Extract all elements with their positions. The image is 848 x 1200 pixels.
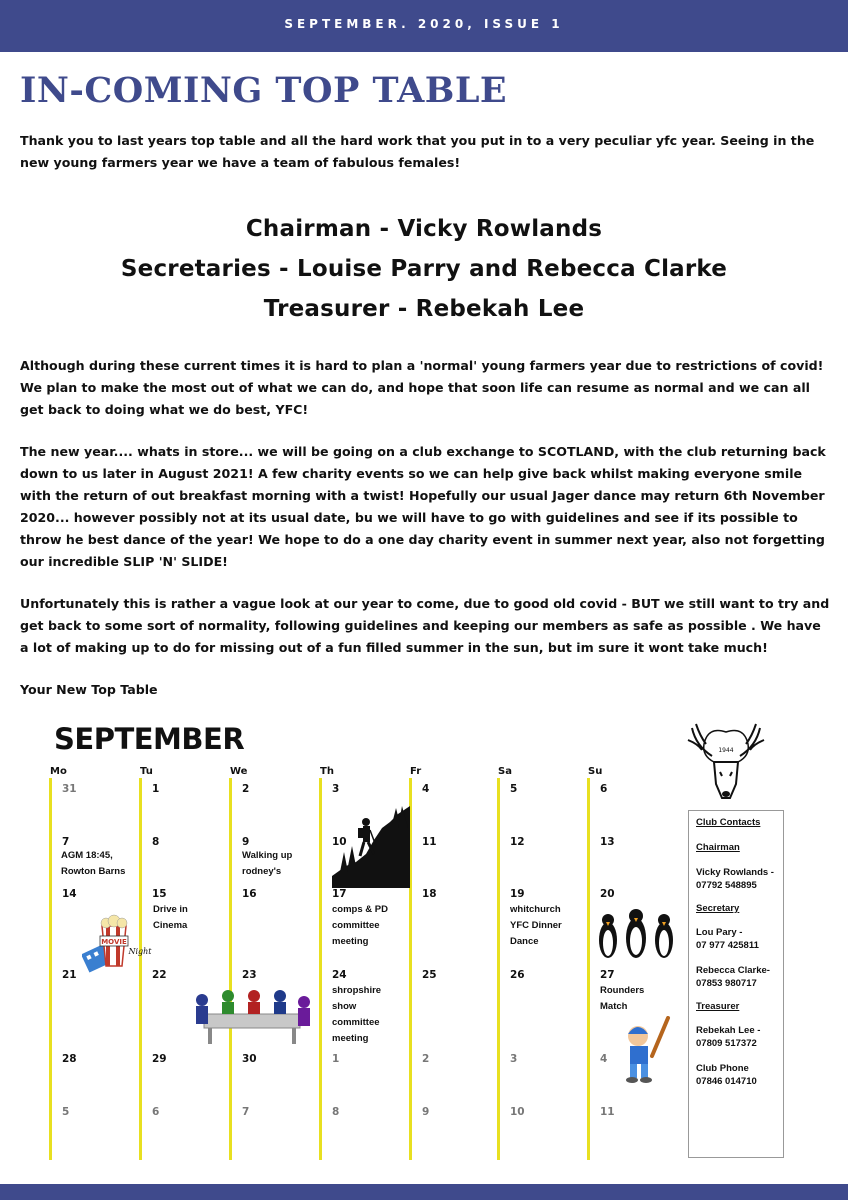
- issue-label: SEPTEMBER. 2020, ISSUE 1: [284, 17, 564, 31]
- event-show-meeting: shropshire show committee meeting: [332, 985, 382, 1044]
- calendar-column-line: [319, 778, 322, 1160]
- calendar-day-number: 1: [152, 783, 160, 795]
- day-of-week-label: Tu: [140, 766, 153, 777]
- calendar-day-number: 24: [332, 969, 347, 981]
- contacts-chairman-label: Chairman: [696, 842, 740, 853]
- stag-crest-image: [686, 722, 766, 804]
- calendar-day-number: 10: [332, 836, 347, 848]
- calendar-month-title: SEPTEMBER: [54, 722, 245, 756]
- contacts-secretary-label: Secretary: [696, 903, 740, 914]
- contacts-secretary-2: Rebecca Clarke- 07853 980717: [696, 965, 770, 989]
- calendar-day-number: 27: [600, 969, 615, 981]
- contacts-heading: Club Contacts: [696, 817, 761, 828]
- calendar-day-number: 16: [242, 888, 257, 900]
- intro-paragraph: Thank you to last years top table and all the hard work that you put in to a very peculiar yfc year. Seeing in the new young farmers year we have a team of fabulous females!: [20, 133, 815, 170]
- top-banner: [0, 0, 848, 52]
- calendar-day-number: 4: [422, 783, 430, 795]
- bottom-banner: [0, 1184, 848, 1200]
- calendar-column-line: [229, 778, 232, 1160]
- signoff: Your New Top Table: [20, 682, 158, 697]
- calendar-day-number: 8: [332, 1106, 340, 1118]
- day-of-week-label: Fr: [410, 766, 422, 777]
- calendar-day-number: 12: [510, 836, 525, 848]
- calendar-day-number: 29: [152, 1053, 167, 1065]
- calendar-day-number: 8: [152, 836, 160, 848]
- calendar-day-number: 1: [332, 1053, 340, 1065]
- meeting-table-image: [180, 986, 320, 1048]
- day-of-week-label: Mo: [50, 766, 67, 777]
- paragraph-covid: Although during these current times it is hard to plan a 'normal' young farmers year due to restrictions of covid! We plan to make the most out of what we can do, and hope that soon life can resume as normal and we can all get back to doing what we do best, YFC!: [20, 358, 824, 417]
- calendar-day-number: 17: [332, 888, 347, 900]
- calendar-day-number: 3: [510, 1053, 518, 1065]
- calendar-column-line: [587, 778, 590, 1160]
- calendar-day-number: 3: [332, 783, 340, 795]
- calendar-day-number: 21: [62, 969, 77, 981]
- calendar-day-number: 11: [600, 1106, 615, 1118]
- page-title: IN-COMING TOP TABLE: [20, 70, 508, 111]
- officer-chairman: Chairman - Vicky Rowlands: [245, 216, 603, 242]
- calendar-day-number: 4: [600, 1053, 608, 1065]
- calendar-day-number: 7: [62, 836, 70, 848]
- calendar-day-number: 19: [510, 888, 525, 900]
- night-sign-text: Night: [128, 947, 152, 956]
- calendar-day-number: 31: [62, 783, 77, 795]
- day-of-week-label: Su: [588, 766, 603, 777]
- calendar-day-number: 5: [510, 783, 518, 795]
- contacts-club-phone: Club Phone 07846 014710: [696, 1063, 757, 1087]
- calendar-day-number: 6: [152, 1106, 160, 1118]
- contacts-treasurer-label: Treasurer: [696, 1001, 740, 1012]
- calendar-day-number: 2: [242, 783, 250, 795]
- calendar-day-number: 11: [422, 836, 437, 848]
- calendar-day-number: 30: [242, 1053, 257, 1065]
- movie-sign-text: MOVIE: [101, 938, 127, 946]
- paragraph-new-year: The new year.... whats in store... we will be going on a club exchange to SCOTLAND, with the club returning back down to us later in August 2021! A few charity events so we can help give back whilst making everyone smile with the return of out breakfast morning with a twist! Hopefully our usual Jager dance may return 6th November 2020... however possibly not at its usual date, bu we will have to go with guidelines and see if its possible to throw he best dance of the year! We hope to do a one day charity event in summer next year, also not forgetting our incredible SLIP 'N' SLIDE!: [20, 444, 826, 569]
- day-of-week-label: Th: [320, 766, 334, 777]
- calendar-day-number: 2: [422, 1053, 430, 1065]
- penguins-image: [594, 906, 678, 962]
- event-comps-meeting: comps & PD committee meeting: [332, 904, 388, 947]
- calendar-day-number: 13: [600, 836, 615, 848]
- calendar-day-number: 10: [510, 1106, 525, 1118]
- calendar-day-number: 23: [242, 969, 257, 981]
- club-contacts-box: [688, 810, 784, 1158]
- calendar-day-number: 5: [62, 1106, 70, 1118]
- rounders-player-image: [616, 1016, 672, 1084]
- calendar-column-line: [49, 778, 52, 1160]
- day-of-week-label: We: [230, 766, 248, 777]
- calendar-column-line: [497, 778, 500, 1160]
- contacts-treasurer: Rebekah Lee - 07809 517372: [696, 1025, 761, 1049]
- calendar-day-number: 20: [600, 888, 615, 900]
- calendar-day-number: 9: [422, 1106, 430, 1118]
- event-rounders: Rounders Match: [600, 985, 645, 1012]
- calendar-day-number: 15: [152, 888, 167, 900]
- calendar-day-number: 6: [600, 783, 608, 795]
- contacts-chairman: Vicky Rowlands - 07792 548895: [696, 867, 774, 891]
- day-of-week-label: Sa: [498, 766, 512, 777]
- calendar-day-number: 14: [62, 888, 77, 900]
- calendar-day-number: 7: [242, 1106, 250, 1118]
- calendar-day-number: 26: [510, 969, 525, 981]
- event-agm: AGM 18:45, Rowton Barns: [61, 850, 126, 877]
- officer-treasurer: Treasurer - Rebekah Lee: [263, 296, 585, 322]
- event-walking: Walking up rodney's: [242, 850, 293, 877]
- event-drive-in-cinema: Drive in Cinema: [153, 904, 188, 931]
- movie-night-image: [82, 914, 154, 978]
- contacts-secretary-1: Lou Pary - 07 977 425811: [696, 927, 759, 951]
- calendar-day-number: 28: [62, 1053, 77, 1065]
- event-dinner-dance: whitchurch YFC Dinner Dance: [510, 904, 562, 947]
- officer-secretaries: Secretaries - Louise Parry and Rebecca Clarke: [120, 256, 728, 282]
- calendar-day-number: 18: [422, 888, 437, 900]
- calendar-day-number: 22: [152, 969, 167, 981]
- calendar-day-number: 25: [422, 969, 437, 981]
- calendar-day-number: 9: [242, 836, 250, 848]
- crest-year-text: 1944: [718, 747, 734, 754]
- paragraph-vague: Unfortunately this is rather a vague look at our year to come, due to good old covid - BUT we still want to try and get back to some sort of normality, following guidelines and keeping our members as safe as possible . We have a lot of making up to do for missing out of a fun filled summer in the sun, but im sure it wont take much!: [20, 596, 830, 655]
- hiker-silhouette-image: [332, 806, 410, 888]
